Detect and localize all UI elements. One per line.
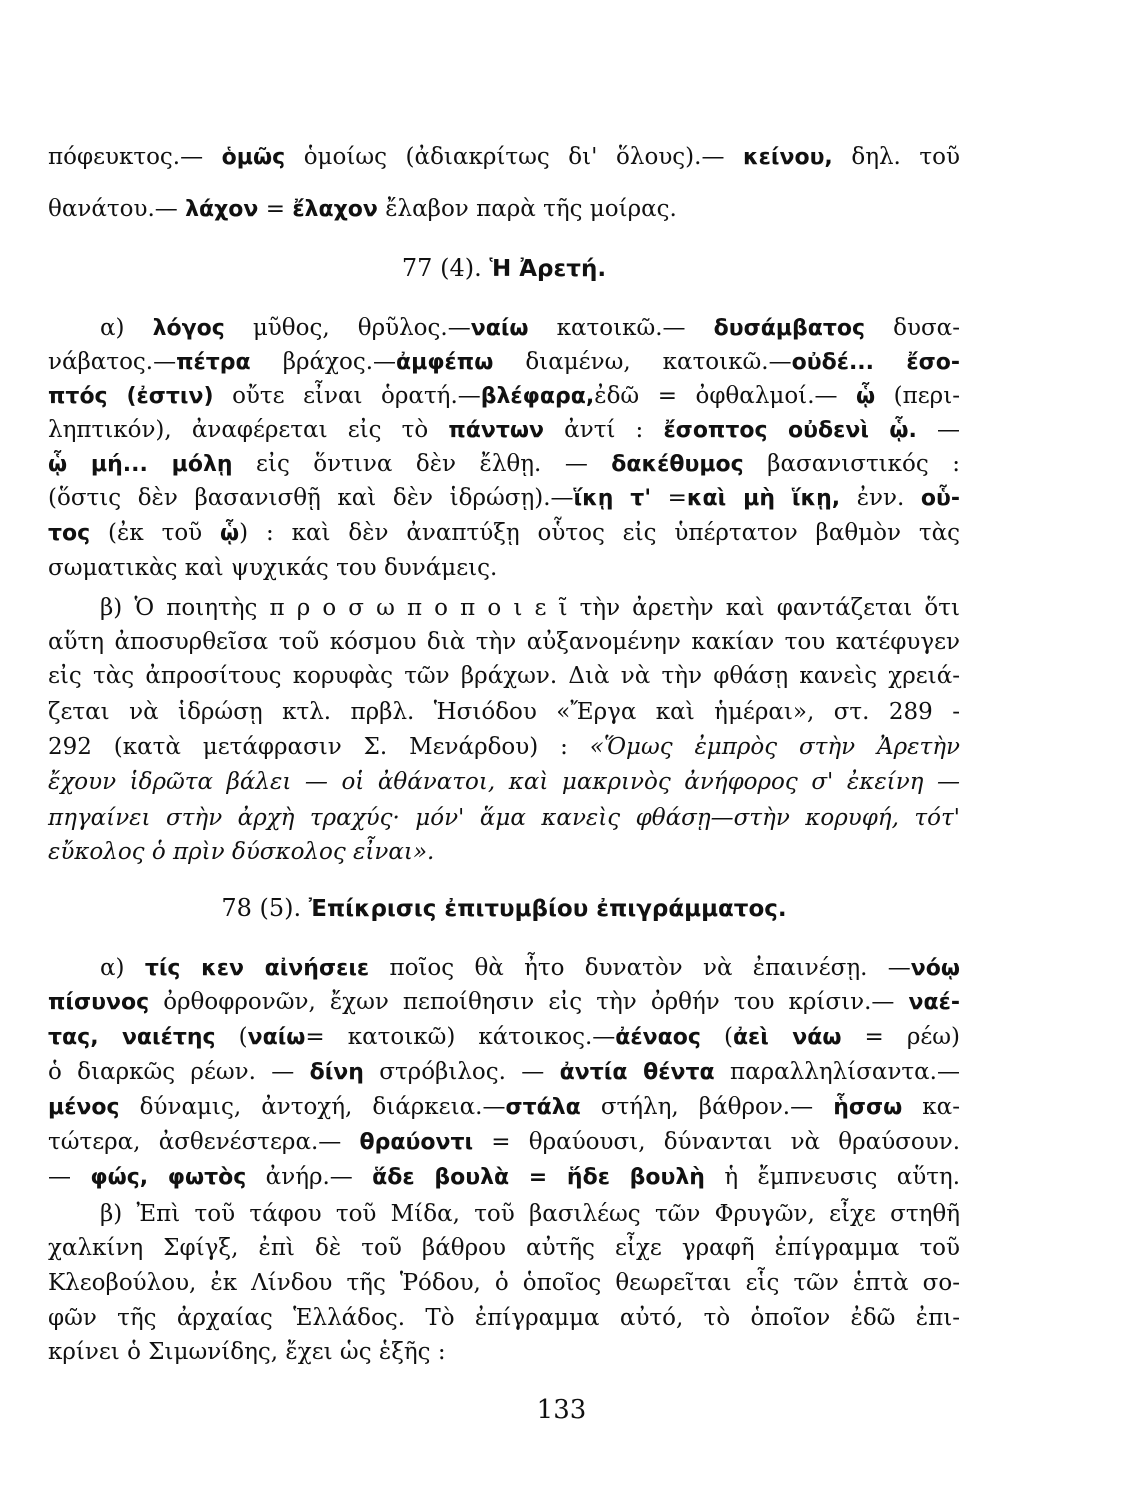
text-line: [48, 1089, 960, 1125]
text-segment: βασανιστικός :: [743, 451, 961, 477]
bold-term: ἵκῃ τ': [573, 486, 652, 511]
text-line: [48, 480, 960, 516]
bold-term: ἀμφέπω: [396, 350, 494, 375]
text-segment: β) Ἐπὶ τοῦ τάφου τοῦ Μίδα, τοῦ βασιλέως τῶν Φρυγῶν, εἶχε στηθῆ: [100, 1201, 960, 1227]
text-segment: δυσα-: [865, 315, 960, 341]
text-segment: δηλ. τοῦ: [832, 144, 960, 170]
bold-term: βλέφαρα,: [480, 384, 595, 409]
text-segment: κα-: [902, 1094, 960, 1120]
text-segment: α): [100, 955, 145, 981]
bold-term: ναίω: [470, 316, 529, 341]
text-segment: ὀρθοφρονῶν, ἔχων πεποίθησιν εἰς τὴν ὀρθήν του κρίσιν.—: [149, 989, 909, 1015]
text-segment: =: [651, 485, 687, 511]
text-segment: (: [700, 1024, 733, 1050]
bold-term: φώς, φωτὸς: [90, 1165, 247, 1190]
text-segment: =: [258, 196, 293, 222]
text-segment: ἀντί :: [544, 417, 664, 443]
text-line: [48, 658, 960, 694]
bold-term: ἀντία θέντα: [559, 1060, 715, 1085]
text-line: [48, 515, 960, 551]
bold-term: ἧσσω: [833, 1095, 903, 1120]
bold-term: τος: [48, 521, 91, 546]
text-segment: ) : καὶ δὲν ἀναπτύξῃ οὗτος εἰς ὑπέρτατον βαθμὸν τὰς: [239, 520, 960, 546]
text-segment: ἐδῶ = ὀφθαλμοί.—: [594, 383, 857, 409]
section-heading-78: [48, 890, 960, 926]
bold-term: καὶ μὴ ἵκῃ,: [686, 486, 841, 511]
text-segment: = ρέω): [841, 1024, 960, 1050]
text-line: [100, 310, 960, 346]
bold-term: κείνου,: [743, 145, 833, 170]
text-line: [100, 950, 960, 986]
bold-term: ᾧ: [856, 384, 876, 409]
text-segment: εἰς τὰς ἀπροσίτους κορυφὰς τῶν βράχων. Διὰ νὰ τὴν φθάσῃ κανεὶς χρειά-: [48, 663, 960, 689]
bold-term: πτός (ἐστιν): [48, 384, 214, 409]
bold-term: ὁμῶς: [221, 145, 286, 170]
text-segment: α): [100, 315, 153, 341]
bold-term: λάχον: [185, 197, 259, 222]
bold-term: δακέθυμος: [611, 452, 744, 477]
text-segment: φῶν τῆς ἀρχαίας Ἑλλάδος. Τὸ ἐπίγραμμα αὐτό, τὸ ὁποῖον ἐδῶ ἐπι-: [48, 1305, 960, 1331]
text-line: [48, 694, 960, 730]
text-segment: μῦθος, θρῦλος.—: [224, 315, 471, 341]
text-segment: νάβατος.—: [48, 349, 177, 375]
bold-term: δίνη: [309, 1060, 364, 1085]
text-segment: στήλη, βάθρον.—: [580, 1094, 834, 1120]
text-line: [48, 624, 960, 660]
text-segment: παραλληλίσαντα.—: [714, 1059, 960, 1085]
text-segment: 78 (5).: [221, 894, 309, 922]
text-segment: ποῖος θὰ ἦτο δυνατὸν νὰ ἐπαινέσῃ. —: [369, 955, 911, 981]
text-segment: θανάτου.—: [48, 196, 186, 222]
text-segment: χαλκίνη Σφίγξ, ἐπὶ δὲ τοῦ βάθρου αὐτῆς εἶχε γραφῆ ἐπίγραμμα τοῦ: [48, 1235, 960, 1261]
page-number: 133: [536, 1395, 587, 1425]
bold-term: λόγος: [152, 316, 225, 341]
text-segment: ὁμοίως (ἀδιακρίτως δι' ὅλους).—: [285, 144, 744, 170]
text-segment: ἡ ἔμπνευσις αὕτη.: [704, 1164, 961, 1190]
bold-term: μένος: [48, 1095, 120, 1120]
bold-term: πέτρα: [176, 350, 251, 375]
text-segment: Κλεοβούλου, ἐκ Λίνδου τῆς Ῥόδου, ὁ ὁποῖος θεωρεῖται εἷς τῶν ἑπτὰ σο-: [48, 1270, 960, 1296]
bold-term: ναέ-: [908, 990, 960, 1015]
text-segment: αὕτη ἀποσυρθεῖσα τοῦ κόσμου διὰ τὴν αὐξανομένην κακίαν του κατέφυγεν: [48, 629, 960, 655]
bold-term: ναίω: [247, 1025, 306, 1050]
text-line: [48, 764, 960, 800]
text-segment: (: [215, 1024, 248, 1050]
text-segment: = θραύουσι, δύνανται νὰ θραύσουν.: [473, 1129, 961, 1155]
bold-term: ἀεὶ νάω: [732, 1025, 842, 1050]
text-line: [48, 1019, 960, 1055]
bold-term: ἔσοπτος οὐδενὶ ᾧ.: [663, 418, 917, 443]
text-segment: κρίνει ὁ Σιμωνίδης, ἔχει ὡς ἑξῆς :: [48, 1339, 446, 1365]
text-line: [48, 800, 960, 836]
text-line: [48, 446, 960, 482]
text-segment: —: [916, 417, 960, 443]
bold-term: Ἡ Ἀρετή.: [489, 256, 607, 282]
text-segment: (ὅστις δὲν βασανισθῇ καὶ δὲν ἱδρώσῃ).—: [48, 485, 574, 511]
text-segment: ἐνν.: [840, 485, 921, 511]
text-segment: β) Ὁ ποιητὴς π ρ ο σ ω π ο π ο ι ε ῖ τὴν ἀρετὴν καὶ φαντάζεται ὅτι: [100, 595, 960, 621]
text-segment: βράχος.—: [250, 349, 397, 375]
text-segment: εἰς ὅντινα δὲν ἔλθῃ. —: [232, 451, 612, 477]
bold-term: ᾧ: [220, 521, 240, 546]
bold-term: ᾧ μή... μόλῃ: [48, 452, 233, 477]
text-line: [100, 590, 960, 626]
text-segment: (ἐκ τοῦ: [90, 520, 221, 546]
italic-quote: «Ὅμως ἐμπρὸς στὴν Ἀρετὴν: [589, 734, 961, 760]
text-line: [48, 1054, 960, 1090]
text-segment: ζεται νὰ ἱδρώσῃ κτλ. πρβλ. Ἡσιόδου «Ἔργα καὶ ἡμέραι», στ. 289 -: [48, 699, 960, 725]
text-segment: 77 (4).: [401, 254, 490, 282]
text-segment: διαμένω, κατοικῶ.—: [493, 349, 792, 375]
section-heading-77: [48, 250, 960, 286]
text-line: [48, 139, 960, 175]
text-segment: = κατοικῶ) κάτοικος.—: [305, 1024, 616, 1050]
text-segment: σωματικὰς καὶ ψυχικάς του δυνάμεις.: [48, 555, 498, 581]
text-line: [48, 1334, 960, 1370]
text-line: [48, 834, 960, 870]
bold-term: θραύοντι: [359, 1130, 474, 1155]
text-segment: πόφευκτος.—: [48, 144, 222, 170]
text-segment: οὔτε εἶναι ὁρατή.—: [213, 383, 481, 409]
text-line: [100, 1196, 960, 1232]
text-segment: δύναμις, ἀντοχή, διάρκεια.—: [119, 1094, 506, 1120]
text-line: [48, 378, 960, 414]
italic-quote: ἔχουν ἱδρῶτα βάλει — οἱ ἀθάνατοι, καὶ μακρινὸς ἀνήφορος σ' ἐκείνη —: [48, 769, 960, 795]
bold-term: πάντων: [448, 418, 545, 443]
text-line: [48, 729, 960, 765]
text-segment: τώτερα, ἀσθενέστερα.—: [48, 1129, 360, 1155]
text-segment: ἀνήρ.—: [246, 1164, 373, 1190]
bold-term: τας, ναιέτης: [48, 1025, 216, 1050]
text-segment: κατοικῶ.—: [528, 315, 714, 341]
text-line: [48, 1230, 960, 1266]
bold-term: νόῳ: [910, 956, 960, 981]
bold-term: ἅδε βουλὰ = ἥδε βουλὴ: [372, 1165, 705, 1190]
text-line: [48, 1300, 960, 1336]
text-line: [48, 1265, 960, 1301]
text-segment: ληπτικόν), ἀναφέρεται εἰς τὸ: [48, 417, 449, 443]
text-segment: ἔλαβον παρὰ τῆς μοίρας.: [377, 196, 677, 222]
text-segment: (περι-: [875, 383, 960, 409]
text-line: [48, 984, 960, 1020]
text-line: [48, 191, 960, 227]
text-segment: 292 (κατὰ μετάφρασιν Σ. Μενάρδου) :: [48, 734, 590, 760]
bold-term: οὐδέ... ἔσο-: [791, 350, 961, 375]
text-line: [48, 1159, 960, 1195]
bold-term: τίς κεν αἰνήσειε: [144, 956, 370, 981]
bold-term: στάλα: [505, 1095, 581, 1120]
text-line: [48, 412, 960, 448]
bold-term: οὗ-: [920, 486, 960, 511]
text-line: [48, 1124, 960, 1160]
bold-term: δυσάμβατος: [713, 316, 866, 341]
bold-term: Ἐπίκρισις ἐπιτυμβίου ἐπιγράμματος.: [308, 896, 787, 922]
text-segment: ὁ διαρκῶς ρέων. —: [48, 1059, 310, 1085]
bold-term: ἔλαχον: [292, 197, 378, 222]
italic-quote: εὔκολος ὁ πρὶν δύσκολος εἶναι».: [48, 839, 435, 865]
italic-quote: πηγαίνει στὴν ἀρχὴ τραχύς· μόν' ἅμα κανεὶς φθάσῃ—στὴν κορυφή, τότ': [48, 805, 960, 831]
bold-term: ἀέναος: [615, 1025, 701, 1050]
text-line: [48, 550, 960, 586]
text-segment: στρόβιλος. —: [363, 1059, 560, 1085]
text-line: [48, 344, 960, 380]
text-segment: —: [48, 1164, 91, 1190]
bold-term: πίσυνος: [48, 990, 150, 1015]
